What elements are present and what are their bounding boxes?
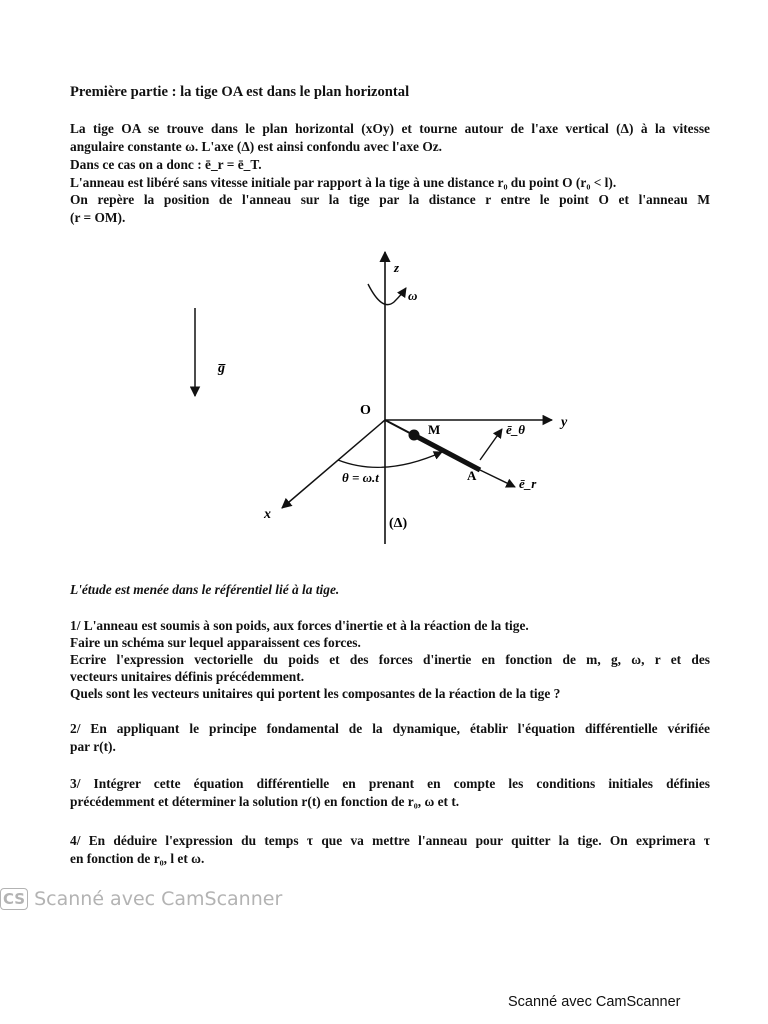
question-line: vecteurs unitaires définis précédemment. (70, 669, 305, 684)
label-z: z (394, 260, 400, 275)
question-line: Ecrire l'expression vectorielle du poids et des forces d'inertie en fonction de m, g, ω, r et des (70, 652, 710, 667)
question-line: précédemment et déterminer la solution r(t) en fonction de r₀, ω et t. (70, 794, 460, 809)
label-g: g̅ (218, 361, 225, 376)
rotating-rod-figure (170, 246, 600, 556)
intro-line: (r = OM). (70, 210, 126, 225)
rotation-arc (368, 284, 406, 305)
question-line: Quels sont les vecteurs unitaires qui portent les composantes de la réaction de la tige ? (70, 686, 561, 701)
watermark-text: Scanné avec CamScanner (34, 888, 283, 910)
intro-line: La tige OA se trouve dans le plan horizontal (xOy) et tourne autour de l'axe vertical (Δ) à la vitesse (70, 121, 710, 136)
label-e-theta: ē_θ (506, 422, 526, 437)
x-axis (282, 420, 385, 508)
section-title: Première partie : la tige OA est dans le plan horizontal (70, 84, 410, 100)
camscanner-logo-icon: CS (0, 888, 28, 910)
label-delta: (Δ) (389, 516, 408, 531)
footer-scanner-note: Scanné avec CamScanner (508, 994, 681, 1010)
label-x: x (264, 507, 271, 522)
study-frame-statement: L'étude est menée dans le référentiel lié à la tige. (70, 582, 340, 597)
question-line: en fonction de r₀, l et ω. (70, 851, 205, 866)
e-r-arrow (480, 470, 515, 487)
label-omega: ω (408, 288, 418, 303)
rod-oa-thick (410, 433, 480, 470)
question-line: par r(t). (70, 739, 116, 754)
label-e-r: ē_r (519, 476, 537, 491)
intro-line: L'anneau est libéré sans vitesse initiale par rapport à la tige à une distance r₀ du point O (r₀ < l). (70, 175, 617, 190)
ring-m (409, 430, 420, 441)
question-line: 4/ En déduire l'expression du temps τ que va mettre l'anneau pour quitter la tige. On exprimera τ (70, 833, 710, 848)
question-line: 1/ L'anneau est soumis à son poids, aux forces d'inertie et à la réaction de la tige. (70, 618, 529, 633)
intro-line: angulaire constante ω. L'axe (Δ) est ainsi confondu avec l'axe Oz. (70, 139, 443, 154)
label-m: M (428, 422, 441, 437)
label-a: A (467, 468, 477, 483)
question-line: Faire un schéma sur lequel apparaissent ces forces. (70, 635, 361, 650)
theta-arc (338, 452, 442, 467)
question-line: 2/ En appliquant le principe fondamental de la dynamique, établir l'équation différentielle vérifiée (70, 721, 710, 736)
label-theta: θ = ω.t (342, 470, 379, 485)
intro-line: Dans ce cas on a donc : ē_r = ē_T. (70, 157, 262, 172)
label-y: y (561, 415, 568, 430)
label-o: O (360, 403, 371, 418)
intro-line: On repère la position de l'anneau sur la tige par la distance r entre le point O et l'anneau M (70, 192, 710, 207)
question-line: 3/ Intégrer cette équation différentielle en prenant en compte les conditions initiales définies (70, 776, 710, 791)
camscanner-watermark (0, 886, 282, 912)
e-theta-arrow (480, 429, 502, 460)
